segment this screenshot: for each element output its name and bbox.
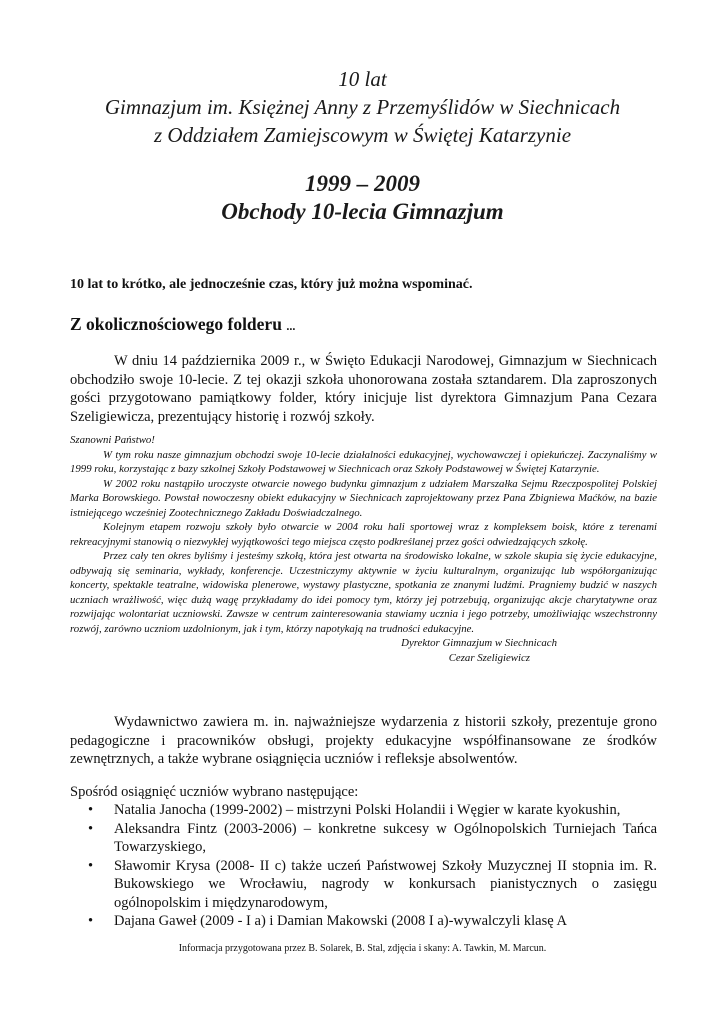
- achievement-text: Natalia Janocha (1999-2002) – mistrzyni Polski Holandii i Węgier w karate kyokushin,: [114, 802, 621, 818]
- section-heading-ellipsis: ...: [286, 319, 296, 333]
- title-school-branch: z Oddziałem Zamiejscowym w Świętej Katarzynie: [153, 123, 572, 147]
- achievement-text: Aleksandra Fintz (2003-2006) – konkretne sukcesy w Ogólnopolskich Turniejach Tańca Towarzyskiego,: [114, 820, 657, 855]
- footer-credits: Informacja przygotowana przez B. Solarek, B. Stal, zdjęcia i skany: A. Tawkin, M. Marcun.: [178, 943, 547, 954]
- section-heading-text: Z okolicznościowego folderu: [70, 314, 282, 334]
- achievements-list: [70, 801, 657, 931]
- letter-paragraph: Kolejnym etapem rozwoju szkoły było otwarcie w 2004 roku hali sportowej wraz z kompleksem boisk, które z terenami rekreacyjnymi stanowią o niezwykłej wyjątkowości tego miejsca często podkreślanej przez gości odwiedzających szkołę.: [70, 521, 657, 548]
- bullet-icon: •: [88, 820, 94, 837]
- letter-paragraph: Przez cały ten okres byliśmy i jesteśmy szkołą, która jest otwarta na środowisko lokalne, w szkole skupia się życie edukacyjne, odbywają się seminaria, wykłady, konferencje. Uczestniczymy aktywnie w życiu kulturalnym, organizując lub współorganizując koncerty, spektakle teatralne, widowiska plenerowe, wystawy plastyczne, spotkania ze znanymi ludźmi. Pragniemy budzić w naszych uczniach wrażliwość, więc dużą wagę przykładamy do idei pomocy tym, którzy jej potrzebują, organizując akcje charytatywne oraz rozwijając wolontariat uczniowski. Zawsze w centrum zainteresowania stawiamy ucznia i jego potrzeby, umożliwiając wszechstronny rozwój, zarówno uczniom uzdolnionym, jak i tym, którzy napotykają na trudności edukacyjne.: [70, 550, 657, 635]
- title-event: Obchody 10-lecia Gimnazjum: [221, 199, 504, 224]
- letter-paragraph: W tym roku nasze gimnazjum obchodzi swoje 10-lecie działalności edukacyjnej, wychowawczej i opiekuńczej. Zaczynaliśmy w 1999 roku, korzystając z bazy szkolnej Szkoły Podstawowej w Siechnicach oraz Szkoły Podstawowej w Świętej Katarzynie.: [70, 448, 657, 475]
- list-item: [70, 912, 657, 931]
- letter-signature-title: Dyrektor Gimnazjum w Siechnicach: [401, 637, 557, 649]
- publication-paragraph: Wydawnictwo zawiera m. in. najważniejsze wydarzenia z historii szkoły, prezentuje grono pedagogiczne i pracowników obsługi, projekty edukacyjne współfinansowane ze środków zewnętrznych, a także wybrane osiągnięcia uczniów i refleksje absolwentów.: [70, 714, 657, 767]
- list-item: [70, 857, 657, 913]
- achievement-text: Dajana Gaweł (2009 - I a) i Damian Makowski (2008 I a)-wywalczyli klasę A: [114, 913, 567, 929]
- title-years: 10 lat: [338, 67, 387, 91]
- intro-paragraph: W dniu 14 października 2009 r., w Święto Edukacji Narodowej, Gimnazjum w Siechnicach obchodziło swoje 10-lecie. Z tej okazji szkoła uhonorowana została sztandarem. Dla zaproszonych gości przygotowano pamiątkowy folder, który inicjuje list dyrektora Gimnazjum Pana Cezara Szeligiewicza, prezentujący historię i rozwój szkoły.: [70, 353, 657, 425]
- list-item: [70, 820, 657, 857]
- letter-signature-name: Cezar Szeligiewicz: [448, 651, 530, 664]
- bullet-icon: •: [88, 913, 94, 929]
- title-year-range: 1999 – 2009: [305, 171, 420, 196]
- achievement-text: Sławomir Krysa (2008- II c) także uczeń Państwowej Szkoły Muzycznej II stopnia im. R. Bukowskiego we Wrocławiu, nagrody w konkursach pianistycznych o zasięgu ogólnopolskim i międzynarodowym,: [114, 857, 657, 911]
- director-letter: [70, 433, 657, 665]
- section-heading: [70, 314, 690, 335]
- letter-paragraph: W 2002 roku nastąpiło uroczyste otwarcie nowego budynku gimnazjum z udziałem Marszałka Sejmu Rzeczpospolitej Polskiej Marka Borowskiego. Powstał nowoczesny obiekt edukacyjny w Siechnicach zaprojektowany przez Pana Zbigniewa Maćków, na bazie istniejącego wcześniej Zootechnicznego Zakładu Doświadczalnego.: [70, 477, 657, 519]
- title-school-name: Gimnazjum im. Księżnej Anny z Przemyślidów w Siechnicach: [104, 95, 621, 119]
- bullet-icon: •: [88, 802, 94, 818]
- bullet-icon: •: [88, 857, 94, 874]
- list-item: [70, 801, 657, 820]
- letter-salutation: Szanowni Państwo!: [70, 434, 155, 446]
- achievements-intro: Spośród osiągnięć uczniów wybrano następujące:: [70, 784, 359, 800]
- lead-sentence: 10 lat to krótko, ale jednocześnie czas, który już można wspominać.: [70, 277, 473, 292]
